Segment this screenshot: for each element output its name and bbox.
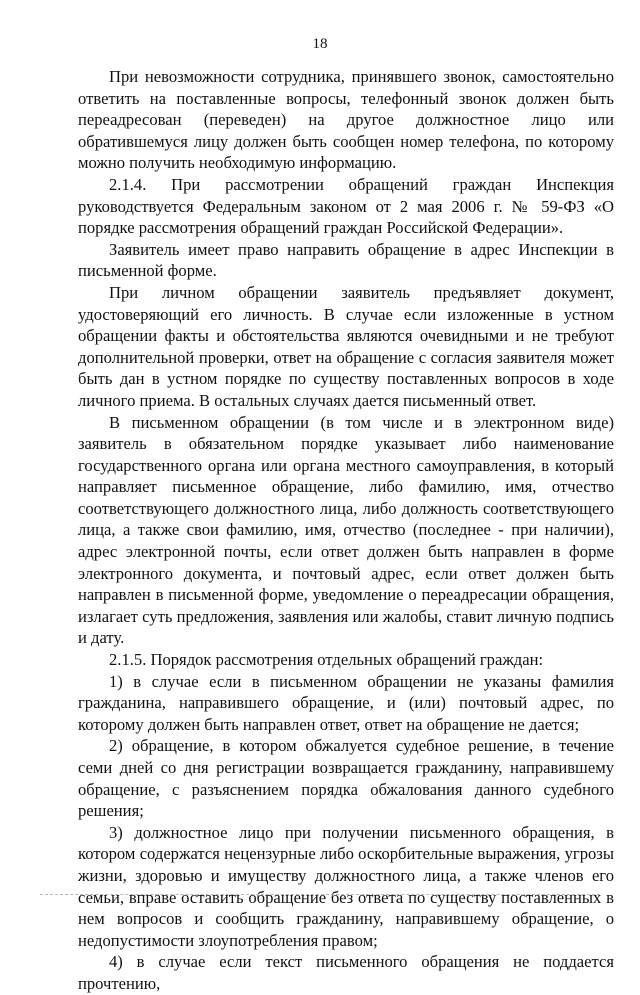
list-item-2: 2) обращение, в котором обжалуется судебное решение, в течение семи дней со дня регистрации возвращается гражданину, направившему обращение, с разъяснением порядка обжалования данного судебного решения; [78, 736, 614, 821]
paragraph-redirect-call: При невозможности сотрудника, принявшего звонок, самостоятельно ответить на поставленные вопросы, телефонный звонок должен быть переадресован (переведен) на другое должностное лицо или обратившемуся лицу должен быть сообщен номер телефона, по которому можно получить необходимую информацию. [78, 67, 614, 173]
list-item-4: 4) в случае если текст письменного обращения не поддается прочтению, [78, 952, 614, 993]
paragraph-written-appeal-contents: В письменном обращении (в том числе и в электронном виде) заявитель в обязательном порядке указывает либо наименование государственного органа или органа местного самоуправления, в который направляет письменное обращение, либо фамилию, имя, отчество соответствующего должностного лица, либо должность соответствующего лица, а также свои фамилию, имя, отчество (последнее - при наличии), адрес электронной почты, если ответ должен быть направлен в форме электронного документа, и почтовый адрес, если ответ должен быть направлен в письменной форме, уведомление о переадресации обращения, излагает суть предложения, заявления или жалобы, ставит личную подпись и дату. [78, 412, 614, 648]
paragraph-written-right: Заявитель имеет право направить обращение в адрес Инспекции в письменной форме. [78, 239, 614, 281]
paragraph-personal-appeal: При личном обращении заявитель предъявляет документ, удостоверяющий его личность. В случае если изложенные в устном обращении факты и обстоятельства являются очевидными и не требуют дополнительной проверки, ответ на обращение с согласия заявителя может быть дан в устном порядке по существу поставленных вопросов в ходе личного приема. В остальных случаях дается письменный ответ. [78, 282, 614, 410]
document-body [78, 66, 614, 995]
list-item-1: 1) в случае если в письменном обращении не указаны фамилия гражданина, направившего обращение, и (или) почтовый адрес, по которому должен быть направлен ответ, ответ на обращение не дается; [78, 671, 614, 734]
paragraph-2-1-4: 2.1.4. При рассмотрении обращений граждан Инспекция руководствуется Федеральным законом от 2 мая 2006 г. № 59-ФЗ «О порядке рассмотрения обращений граждан Российской Федерации». [78, 174, 614, 238]
page-number: 18 [312, 36, 328, 52]
paragraph-2-1-5: 2.1.5. Порядок рассмотрения отдельных обращений граждан: [109, 650, 544, 670]
page-bottom-edge [40, 894, 600, 895]
list-item-3: 3) должностное лицо при получении письменного обращения, в котором содержатся нецензурные либо оскорбительные выражения, угрозы жизни, здоровью и имуществу должностного лица, а также членов его семьи, вправе оставить обращение без ответа по существу поставленных в нем вопросов и сообщить гражданину, направившему обращение, о недопустимости злоупотребления правом; [78, 822, 614, 950]
